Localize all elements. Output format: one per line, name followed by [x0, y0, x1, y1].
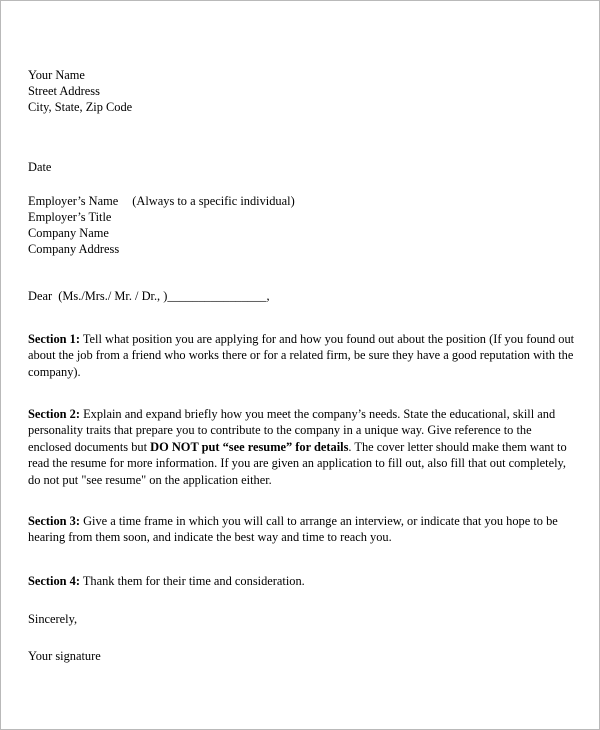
signature-text: Your signature [28, 649, 101, 663]
employer-name-note: (Always to a specific individual) [132, 194, 295, 208]
section-1-label: Section 1: [28, 332, 80, 346]
sender-city-line: City, State, Zip Code [28, 100, 133, 114]
employer-name-line [28, 193, 576, 209]
section-3-text: Give a time frame in which you will call to arrange an interview, or indicate that you hope to be hearing from them soon, and indicate the best way and time to reach you. [28, 514, 558, 545]
signature [28, 648, 576, 664]
section-2-text-a: Explain and expand briefly how you meet the company’s needs. State the educational, skill and personality traits that prepare you to contribute to the company in a unique way. Give reference to the enclosed documents but [28, 407, 556, 454]
section-2-text-b: . The cover letter should make them want to read the resume for more information. If you are given an application to fill out, also fill that out completely, do not put "see resume" on the application either. [28, 439, 567, 487]
section-2-label: Section 2: [28, 407, 80, 421]
company-address: Company Address [28, 242, 120, 256]
section-3-label: Section 3: [28, 514, 80, 528]
section-2-paragraph [28, 406, 576, 488]
employer-title: Employer’s Title [28, 210, 112, 224]
section-1-text: Tell what position you are applying for and how you found out about the position (If you found out about the job from a friend who works there or for a related firm, be sure they have a good reputation with the company). [28, 332, 575, 379]
company-name: Company Name [28, 226, 109, 240]
sender-address [28, 67, 576, 115]
section-2-emphasis: DO NOT put “see resume” for details [150, 439, 349, 454]
employer-address [28, 193, 576, 257]
sender-name: Your Name [28, 68, 85, 82]
salutation-text: Dear (Ms./Mrs./ Mr. / Dr., )________________, [28, 289, 270, 303]
section-1-paragraph [28, 331, 576, 380]
sender-street: Street Address [28, 84, 100, 98]
closing-text: Sincerely, [28, 612, 78, 626]
section-4-label: Section 4: [28, 574, 80, 588]
closing [28, 611, 576, 627]
employer-name: Employer’s Name [28, 194, 119, 208]
date-text: Date [28, 160, 52, 174]
section-3-paragraph [28, 513, 576, 546]
salutation [28, 288, 576, 304]
section-4-paragraph [28, 573, 576, 589]
section-4-text: Thank them for their time and consideration. [79, 574, 305, 588]
date-line [28, 159, 576, 175]
